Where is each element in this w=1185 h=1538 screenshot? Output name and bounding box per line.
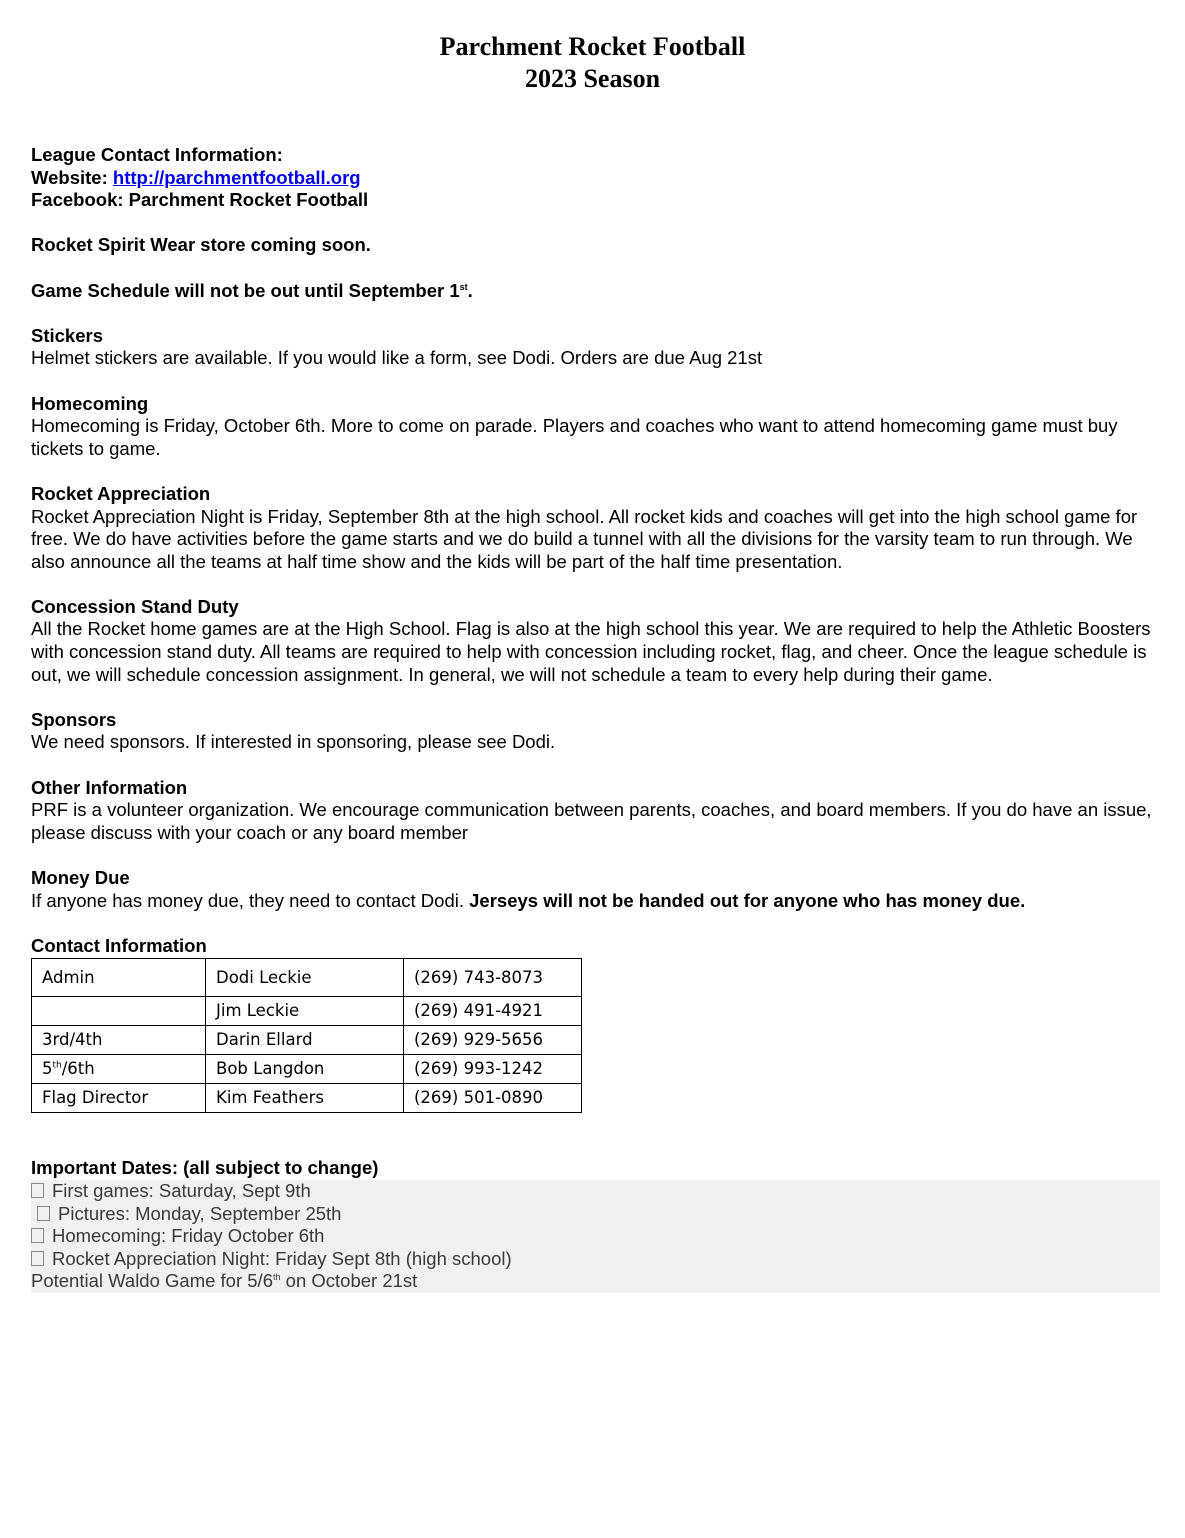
- date-item-text: First games: Saturday, Sept 9th: [52, 1179, 311, 1201]
- phone-cell: (269) 993-1242: [404, 1055, 582, 1084]
- list-item: [31, 1248, 1160, 1271]
- sponsors-heading: Sponsors: [31, 708, 117, 730]
- website-link[interactable]: http://parchmentfootball.org: [112, 166, 361, 188]
- document-subtitle: 2023 Season: [524, 64, 661, 93]
- stickers-heading: Stickers: [31, 324, 103, 346]
- name-cell: Dodi Leckie: [206, 959, 404, 997]
- phone-cell: (269) 929-5656: [404, 1026, 582, 1055]
- date-item-text: Homecoming: Friday October 6th: [52, 1225, 325, 1247]
- facebook-line: Facebook: Parchment Rocket Football: [31, 189, 369, 211]
- checkbox-icon: [37, 1206, 50, 1221]
- date-item-text: Rocket Appreciation Night: Friday Sept 8th (high school): [52, 1247, 512, 1269]
- money-due-warning: Jerseys will not be handed out for anyone who has money due.: [469, 889, 1026, 911]
- other-info-heading: Other Information: [31, 776, 188, 798]
- money-due-text: [31, 890, 1166, 913]
- waldo-main: Potential Waldo Game for 5/6: [31, 1270, 273, 1292]
- checkbox-icon: [31, 1183, 44, 1198]
- spirit-wear-notice: Rocket Spirit Wear store coming soon.: [31, 234, 371, 256]
- sponsors-text: We need sponsors. If interested in sponsoring, please see Dodi.: [31, 731, 556, 753]
- table-row: [32, 1084, 582, 1113]
- appreciation-heading: Rocket Appreciation: [31, 482, 211, 504]
- waldo-sup: th: [273, 1272, 281, 1283]
- website-line: [31, 167, 1166, 190]
- role-cell: [32, 997, 206, 1026]
- role-cell: [32, 1055, 206, 1084]
- important-dates-list: [31, 1180, 1160, 1293]
- phone-cell: (269) 743-8073: [404, 959, 582, 997]
- other-info-text: PRF is a volunteer organization. We encourage communication between parents, coaches, and board members. If you do have an issue, please discuss with your coach or any board member: [31, 799, 1152, 843]
- concession-text: All the Rocket home games are at the High School. Flag is also at the high school this year. We are required to help the Athletic Boosters with concession stand duty. All teams are required to help with concession including rocket, flag, and cheer. Once the league schedule is out, we will schedule concession assignment. In general, we will not schedule a team to every help during their game.: [31, 618, 1151, 685]
- concession-heading: Concession Stand Duty: [31, 595, 239, 617]
- money-due-heading: Money Due: [31, 867, 130, 888]
- document-title: Parchment Rocket Football: [439, 32, 746, 61]
- document-body: [31, 144, 1166, 1293]
- website-label: Website:: [31, 166, 113, 188]
- role-cell: Flag Director: [32, 1084, 206, 1113]
- schedule-end: .: [467, 279, 473, 301]
- waldo-game-note: [31, 1270, 1160, 1293]
- league-contact-heading: League Contact Information:: [31, 144, 283, 165]
- list-item: [31, 1203, 1160, 1226]
- contact-info-heading: Contact Information: [31, 934, 207, 956]
- list-item: [31, 1180, 1160, 1203]
- phone-cell: (269) 491-4921: [404, 997, 582, 1026]
- homecoming-heading: Homecoming: [31, 392, 149, 414]
- list-item: [31, 1225, 1160, 1248]
- name-cell: Jim Leckie: [206, 997, 404, 1026]
- checkbox-icon: [31, 1228, 44, 1243]
- schedule-sup: st: [459, 281, 468, 292]
- stickers-text: Helmet stickers are available. If you would like a form, see Dodi. Orders are due Aug 21st: [31, 347, 763, 369]
- name-cell: Darin Ellard: [206, 1026, 404, 1055]
- contact-table: [31, 958, 582, 1113]
- important-dates-heading: Important Dates: (all subject to change): [31, 1157, 379, 1179]
- role-cell: 3rd/4th: [32, 1026, 206, 1055]
- table-row: [32, 1026, 582, 1055]
- role-sup: th: [52, 1060, 62, 1071]
- schedule-notice: [31, 280, 1166, 303]
- table-row: [32, 997, 582, 1026]
- money-due-plain: If anyone has money due, they need to contact Dodi.: [31, 889, 470, 911]
- date-item-text: Pictures: Monday, September 25th: [58, 1202, 342, 1224]
- name-cell: Kim Feathers: [206, 1084, 404, 1113]
- table-row: [32, 959, 582, 997]
- role-end: /6th: [61, 1059, 95, 1079]
- appreciation-text: Rocket Appreciation Night is Friday, September 8th at the high school. All rocket kids and coaches will get into the high school game for free. We do have activities before the game starts and we do build a tunnel with all the divisions for the varsity team to run through. We also announce all the teams at half time show and the kids will be part of the half time presentation.: [31, 505, 1138, 572]
- checkbox-icon: [31, 1251, 44, 1266]
- waldo-end: on October 21st: [280, 1270, 418, 1292]
- homecoming-text: Homecoming is Friday, October 6th. More to come on parade. Players and coaches who want to attend homecoming game must buy tickets to game.: [31, 415, 1118, 459]
- role-cell: Admin: [32, 959, 206, 997]
- role-main: 5: [42, 1059, 53, 1079]
- phone-cell: (269) 501-0890: [404, 1084, 582, 1113]
- name-cell: Bob Langdon: [206, 1055, 404, 1084]
- table-row: [32, 1055, 582, 1084]
- schedule-text: Game Schedule will not be out until September 1: [31, 279, 460, 301]
